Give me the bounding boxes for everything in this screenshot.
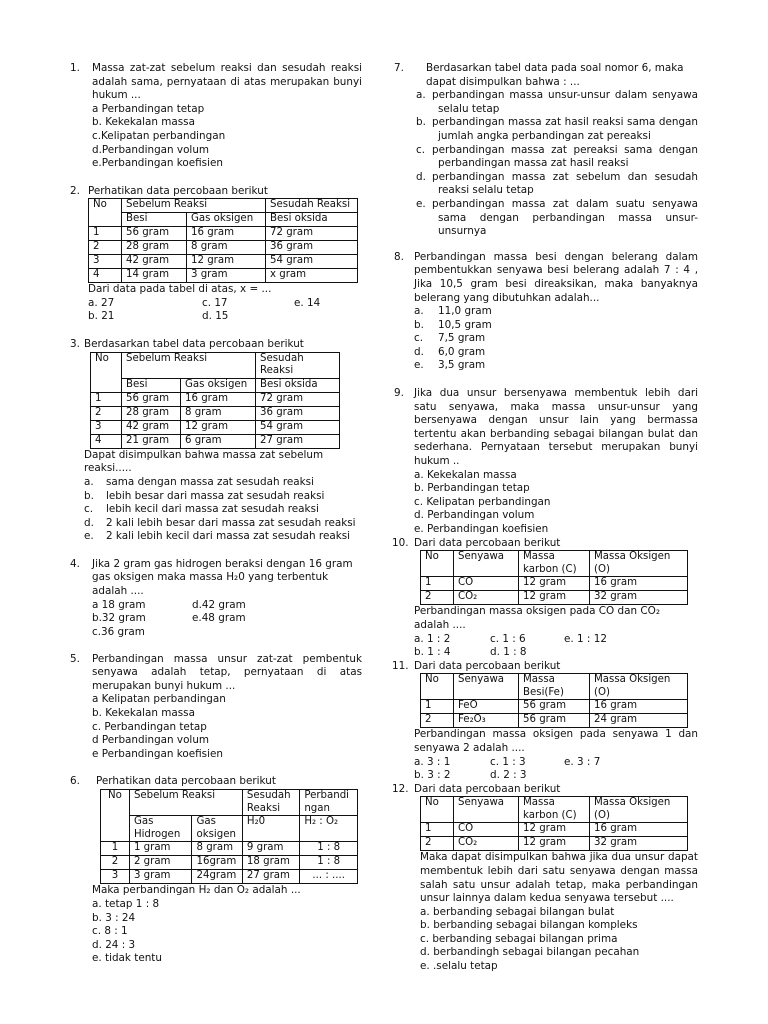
table-cell: x gram — [266, 269, 358, 283]
table-cell: 42 gram — [122, 255, 187, 269]
table-cell: 1 — [89, 227, 122, 241]
table-cell: FeO — [454, 700, 519, 714]
option[interactable]: b. Perbandingan tetap — [414, 482, 530, 495]
option[interactable]: e. tidak tentu — [92, 952, 162, 965]
table-header: No — [421, 797, 454, 823]
option[interactable]: c. 1 : 6 — [490, 632, 526, 645]
option-letter: c. — [414, 332, 424, 345]
table-header: Perbandi ngan — [300, 790, 358, 816]
question-text: Jika dua unsur bersenyawa membentuk lebih dari satu senyawa, maka massa unsur-unsur yang bersenyawa dengan unsur lain yang bermassa tertentu akan berbanding sebagai bilangan bulat dan sederhana. Pernyataan tersebut merupakan bunyi hukum .. — [414, 387, 698, 468]
option[interactable]: a. Kekekalan massa — [414, 468, 517, 481]
option[interactable]: b.32 gram — [92, 612, 146, 625]
table-header: H₂ : O₂ — [300, 816, 358, 842]
table-header: Sesudah Reaksi — [266, 199, 358, 213]
table-cell: 4 — [91, 434, 122, 448]
table-row — [421, 837, 688, 851]
table-cell: 2 — [421, 714, 454, 728]
option[interactable]: e. 1 : 12 — [564, 632, 607, 645]
option[interactable]: e. Perbandingan koefisien — [414, 523, 549, 535]
table-cell: 8 gram — [187, 241, 266, 255]
table-row — [91, 420, 340, 434]
option-letter: e. — [416, 197, 426, 210]
question-intro: Perhatikan data percobaan berikut — [88, 184, 268, 197]
table-cell: 12 gram — [519, 577, 590, 591]
question-11 — [394, 660, 698, 783]
table-cell: 8 gram — [181, 406, 256, 420]
option[interactable] — [416, 144, 698, 171]
table-cell: 2 — [89, 241, 122, 255]
table-cell: 32 gram — [590, 591, 688, 605]
option[interactable] — [84, 490, 362, 504]
table-cell: 3 gram — [187, 269, 266, 283]
option-letter: e. — [84, 530, 94, 543]
question-text: Perbandingan massa oksigen pada CO dan CO₂ adalah .... — [414, 605, 660, 631]
question-text: Dari data pada tabel di atas, x = ... — [88, 283, 272, 296]
question-number: 12. — [392, 782, 409, 795]
table-cell: 12 gram — [187, 255, 266, 269]
option[interactable] — [414, 359, 698, 373]
table-header: Senyawa — [454, 551, 519, 577]
question-6 — [70, 775, 362, 966]
table-cell: 2 — [91, 406, 122, 420]
table-cell: 21 gram — [122, 434, 181, 448]
question-number: 8. — [394, 250, 404, 263]
table-header: Sesudah Reaksi — [256, 352, 340, 378]
question-number: 2. — [70, 184, 80, 197]
option-text: 6,0 gram — [438, 345, 486, 358]
option[interactable]: d. 1 : 8 — [490, 645, 527, 658]
table-cell: 2 — [421, 837, 454, 851]
option[interactable]: a. 1 : 2 — [414, 632, 451, 645]
table-cell: 28 gram — [122, 241, 187, 255]
table-cell: 4 — [89, 269, 122, 283]
option-letter: a. — [414, 305, 424, 318]
question-text: Jika 2 gram gas hidrogen beraksi dengan 16 gram gas oksigen maka massa H₂0 yang terbentuk adalah .... — [92, 557, 353, 598]
table-cell: 12 gram — [519, 823, 590, 837]
question-text: Maka dapat disimpulkan bahwa jika dua unsur dapat membentuk lebih dari satu senyawa dengan massa salah satu unsur adalah tetap, maka perbandingan unsur lainnya dalam kedua senyawa tersebut .... — [420, 851, 698, 905]
table-row — [91, 434, 340, 448]
table-header: Besi — [122, 213, 187, 227]
option[interactable]: e Perbandingan koefisien — [92, 747, 223, 760]
table-cell: 8 gram — [192, 842, 242, 856]
table-cell: 1 — [421, 823, 454, 837]
data-table — [420, 550, 688, 605]
question-number: 5. — [70, 652, 80, 665]
option[interactable]: a. berbanding sebagai bilangan bulat — [420, 905, 615, 918]
left-column — [70, 62, 362, 966]
table-header: Massa Besi(Fe) — [519, 674, 590, 700]
option[interactable]: e.Perbandingan koefisien — [92, 157, 223, 170]
option[interactable]: a. 27 — [88, 296, 115, 309]
question-text: Berdasarkan tabel data pada soal nomor 6, maka dapat disimpulkan bahwa : ... — [426, 62, 684, 88]
option-letter: b. — [416, 116, 426, 129]
table-cell: 56 gram — [519, 700, 590, 714]
table-cell: 56 gram — [519, 714, 590, 728]
option[interactable]: e. 3 : 7 — [564, 755, 601, 768]
table-cell: 24gram — [192, 870, 242, 884]
table-header: Sebelum Reaksi — [129, 790, 242, 816]
option[interactable]: b. berbanding sebagai bilangan kompleks — [420, 919, 638, 932]
question-10 — [394, 537, 698, 660]
table-cell: CO₂ — [454, 591, 519, 605]
option[interactable]: c.Kelipatan perbandingan — [92, 129, 226, 142]
option-text: 3,5 gram — [438, 359, 486, 372]
question-3 — [70, 338, 362, 544]
question-text: Perbandingan massa unsur zat-zat pembentuk senyawa adalah tetap, pernyataan di atas merupakan bunyi hukum ... — [92, 652, 362, 692]
table-cell: 6 gram — [181, 434, 256, 448]
option[interactable] — [414, 319, 698, 333]
question-4 — [70, 558, 362, 639]
table-cell: 27 gram — [256, 434, 340, 448]
table-cell: 12 gram — [519, 837, 590, 851]
option-text: perbandingan massa zat dalam suatu senyawa sama dengan perbandingan massa unsur-unsurnya — [432, 197, 698, 238]
table-cell: 1 — [421, 577, 454, 591]
table-cell: 3 gram — [129, 870, 192, 884]
question-9 — [394, 387, 698, 537]
question-text: Dapat disimpulkan bahwa massa zat sebelum reaksi..... — [84, 448, 324, 475]
options-grid — [88, 297, 362, 324]
options-grid — [414, 633, 698, 660]
question-number: 7. — [394, 62, 404, 74]
option[interactable]: d.Perbandingan volum — [92, 143, 210, 156]
table-cell: 32 gram — [590, 837, 688, 851]
table-cell: 1 gram — [129, 842, 192, 856]
option-text: 11,0 gram — [438, 305, 492, 318]
option[interactable]: d. Perbandingan volum — [414, 509, 535, 522]
table-cell: 14 gram — [122, 269, 187, 283]
question-2 — [70, 185, 362, 324]
table-header: Besi — [122, 378, 181, 392]
question-12 — [394, 783, 698, 974]
option-text: 10,5 gram — [438, 318, 492, 331]
data-table — [420, 673, 688, 728]
table-cell: 2 gram — [129, 856, 192, 870]
table-cell: CO₂ — [454, 837, 519, 851]
data-table — [420, 796, 688, 851]
table-row — [101, 856, 358, 870]
option[interactable] — [84, 503, 362, 517]
table-cell: 56 gram — [122, 392, 181, 406]
table-header: Besi oksida — [256, 378, 340, 392]
option[interactable]: d Perbandingan volum — [92, 734, 210, 747]
option[interactable] — [414, 332, 698, 346]
option-text: perbandingan massa zat pereaksi sama dengan perbandingan massa zat hasil reaksi — [432, 143, 698, 170]
table-cell: 18 gram — [242, 856, 299, 870]
question-8 — [394, 251, 698, 373]
table-row — [89, 269, 358, 283]
option[interactable]: b. Kekekalan massa — [92, 707, 195, 720]
table-header: Massa Oksigen (O) — [590, 797, 688, 823]
option-letter: e. — [414, 359, 424, 372]
option[interactable] — [84, 530, 362, 544]
option-letter: a. — [84, 475, 94, 488]
table-row — [89, 255, 358, 269]
question-intro: Dari data percobaan berikut — [414, 659, 561, 672]
table-header: Massa karbon (C) — [519, 551, 590, 577]
table-cell: 36 gram — [266, 241, 358, 255]
option-letter: b. — [414, 318, 424, 331]
option-letter: d. — [414, 345, 424, 358]
table-cell: 72 gram — [266, 227, 358, 241]
option-text: perbandingan massa zat sebelum dan sesudah reaksi selalu tetap — [432, 170, 698, 197]
table-cell: 1 : 8 — [300, 842, 358, 856]
table-cell: 16 gram — [590, 823, 688, 837]
option[interactable] — [416, 116, 698, 143]
option[interactable] — [414, 346, 698, 360]
table-cell: Fe₂O₃ — [454, 714, 519, 728]
option-text: lebih besar dari massa zat sesudah reaksi — [106, 489, 325, 502]
question-intro: Dari data percobaan berikut — [414, 536, 561, 549]
table-cell: 16 gram — [187, 227, 266, 241]
question-number: 11. — [392, 659, 409, 672]
table-cell: 1 — [101, 842, 130, 856]
table-cell: 28 gram — [122, 406, 181, 420]
option[interactable]: a. tetap 1 : 8 — [92, 897, 160, 910]
option-text: 2 kali lebih kecil dari massa zat sesudah reaksi — [106, 530, 351, 543]
question-number: 3. — [70, 337, 80, 350]
option[interactable]: b. 3 : 24 — [92, 911, 136, 924]
table-header: No — [91, 352, 122, 392]
option-text: lebih kecil dari massa zat sesudah reaksi — [106, 503, 319, 516]
question-intro: Perhatikan data percobaan berikut — [96, 775, 276, 788]
table-cell: 16 gram — [181, 392, 256, 406]
table-row — [91, 406, 340, 420]
table-cell: 3 — [91, 420, 122, 434]
option[interactable]: d. 15 — [202, 309, 229, 322]
option-letter: a. — [416, 89, 426, 102]
table-cell: 56 gram — [122, 227, 187, 241]
option-text: 2 kali lebih besar dari massa zat sesudah reaksi — [106, 516, 356, 529]
option-text: 7,5 gram — [438, 332, 486, 345]
option[interactable]: b. 1 : 4 — [414, 645, 451, 658]
option[interactable]: b. 3 : 2 — [414, 768, 451, 781]
question-5 — [70, 653, 362, 762]
table-row — [421, 591, 688, 605]
options-grid — [414, 756, 698, 783]
question-number: 9. — [394, 387, 404, 400]
table-row — [421, 823, 688, 837]
question-number: 10. — [392, 536, 409, 549]
option[interactable]: d. berbandingh sebagai bilangan pecahan — [420, 946, 640, 959]
question-number: 4. — [70, 557, 80, 570]
data-table — [100, 789, 358, 884]
table-cell: 3 — [89, 255, 122, 269]
option[interactable]: a 18 gram — [92, 598, 146, 611]
table-header: Gas oksigen — [181, 378, 256, 392]
option[interactable]: b. 21 — [88, 309, 115, 322]
table-cell: 72 gram — [256, 392, 340, 406]
question-intro: Berdasarkan tabel data percobaan berikut — [84, 337, 304, 350]
table-header: Gas oksigen — [192, 816, 242, 842]
question-1 — [70, 62, 362, 171]
option[interactable]: a Kelipatan perbandingan — [92, 693, 226, 706]
option[interactable]: c. 8 : 1 — [92, 925, 128, 938]
option-letter: c. — [84, 503, 94, 516]
table-header: No — [421, 674, 454, 700]
option-letter: d. — [84, 516, 94, 529]
option[interactable]: e.48 gram — [192, 612, 246, 625]
table-cell: CO — [454, 823, 519, 837]
table-cell: 16 gram — [590, 577, 688, 591]
table-cell: 1 — [421, 700, 454, 714]
table-header: No — [101, 790, 130, 842]
table-row — [421, 700, 688, 714]
option[interactable] — [416, 89, 698, 116]
data-table — [88, 198, 358, 283]
table-row — [101, 870, 358, 884]
option[interactable]: d. 2 : 3 — [490, 768, 527, 781]
table-cell: 54 gram — [266, 255, 358, 269]
table-row — [101, 842, 358, 856]
option[interactable]: a. 3 : 1 — [414, 755, 451, 768]
table-row — [89, 227, 358, 241]
table-header: Senyawa — [454, 674, 519, 700]
table-cell: 24 gram — [590, 714, 688, 728]
table-row — [421, 714, 688, 728]
options-grid — [92, 599, 362, 639]
table-header: Gas Hidrogen — [129, 816, 192, 842]
option[interactable]: b. Kekekalan massa — [92, 116, 195, 129]
option[interactable]: e. 14 — [294, 296, 321, 309]
table-header: Massa karbon (C) — [519, 797, 590, 823]
table-cell: ... : .... — [300, 870, 358, 884]
question-text: Maka perbandingan H₂ dan O₂ adalah ... — [92, 884, 301, 897]
data-table — [90, 352, 340, 449]
table-cell: CO — [454, 577, 519, 591]
table-header: Sebelum Reaksi — [122, 199, 266, 213]
table-header: Sesudah Reaksi — [242, 790, 299, 816]
option[interactable]: a Perbandingan tetap — [92, 102, 205, 115]
table-row — [421, 577, 688, 591]
question-intro: Dari data percobaan berikut — [414, 782, 561, 795]
table-cell: 16gram — [192, 856, 242, 870]
table-cell: 2 — [421, 591, 454, 605]
table-cell: 12 gram — [519, 591, 590, 605]
option[interactable] — [416, 198, 698, 239]
question-number: 6. — [70, 775, 80, 788]
option[interactable]: c. Perbandingan tetap — [92, 720, 207, 733]
option[interactable]: c.36 gram — [92, 625, 145, 638]
table-header: Massa Oksigen (O) — [590, 674, 688, 700]
table-row — [91, 392, 340, 406]
option[interactable]: e. .selalu tetap — [420, 960, 498, 973]
table-row — [89, 241, 358, 255]
option[interactable]: c. 17 — [202, 296, 228, 309]
table-cell: 9 gram — [242, 842, 299, 856]
table-cell: 1 : 8 — [300, 856, 358, 870]
option[interactable] — [416, 171, 698, 198]
option[interactable]: c. Kelipatan perbandingan — [414, 495, 551, 508]
option-text: perbandingan massa zat hasil reaksi sama dengan jumlah angka perbandingan zat pereaksi — [432, 116, 698, 142]
table-header: Sebelum Reaksi — [122, 352, 256, 378]
table-header: No — [421, 551, 454, 577]
table-cell: 42 gram — [122, 420, 181, 434]
option[interactable] — [414, 305, 698, 319]
option[interactable] — [84, 517, 362, 531]
option-letter: b. — [84, 489, 94, 502]
table-cell: 36 gram — [256, 406, 340, 420]
table-header: No — [89, 199, 122, 227]
table-header: Besi oksida — [266, 213, 358, 227]
option-letter: d. — [416, 170, 426, 183]
table-cell: 2 — [101, 856, 130, 870]
question-number: 1. — [70, 62, 80, 74]
table-cell: 16 gram — [590, 700, 688, 714]
option-text: sama dengan massa zat sesudah reaksi — [106, 475, 314, 488]
table-header: Gas oksigen — [187, 213, 266, 227]
table-cell: 3 — [101, 870, 130, 884]
table-header: H₂0 — [242, 816, 299, 842]
table-cell: 1 — [91, 392, 122, 406]
option[interactable]: c. berbanding sebagai bilangan prima — [420, 932, 618, 945]
option[interactable]: c. 1 : 3 — [490, 755, 526, 768]
right-column — [394, 62, 698, 974]
table-cell: 12 gram — [181, 420, 256, 434]
option-letter: c. — [416, 143, 426, 156]
table-header: Senyawa — [454, 797, 519, 823]
table-cell: 27 gram — [242, 870, 299, 884]
option[interactable] — [84, 476, 362, 490]
question-text: Perbandingan massa besi dengan belerang dalam pembentukkan senyawa besi belerang adalah 7 : 4 , Jika 10,5 gram besi direaksikan, maka banyaknya belerang yang dibutuhkan adalah... — [414, 250, 698, 304]
option[interactable]: d. 24 : 3 — [92, 938, 136, 951]
question-text: Massa zat-zat sebelum reaksi dan sesudah reaksi adalah sama, pernyataan di atas merupakan bunyi hukum ... — [92, 62, 362, 102]
table-header: Massa Oksigen (O) — [590, 551, 688, 577]
table-cell: 54 gram — [256, 420, 340, 434]
option[interactable]: d.42 gram — [192, 598, 246, 611]
question-7 — [394, 62, 698, 239]
option-text: perbandingan massa unsur-unsur dalam senyawa selalu tetap — [432, 89, 698, 115]
question-text: Perbandingan massa oksigen pada senyawa 1 dan senyawa 2 adalah .... — [414, 728, 698, 754]
